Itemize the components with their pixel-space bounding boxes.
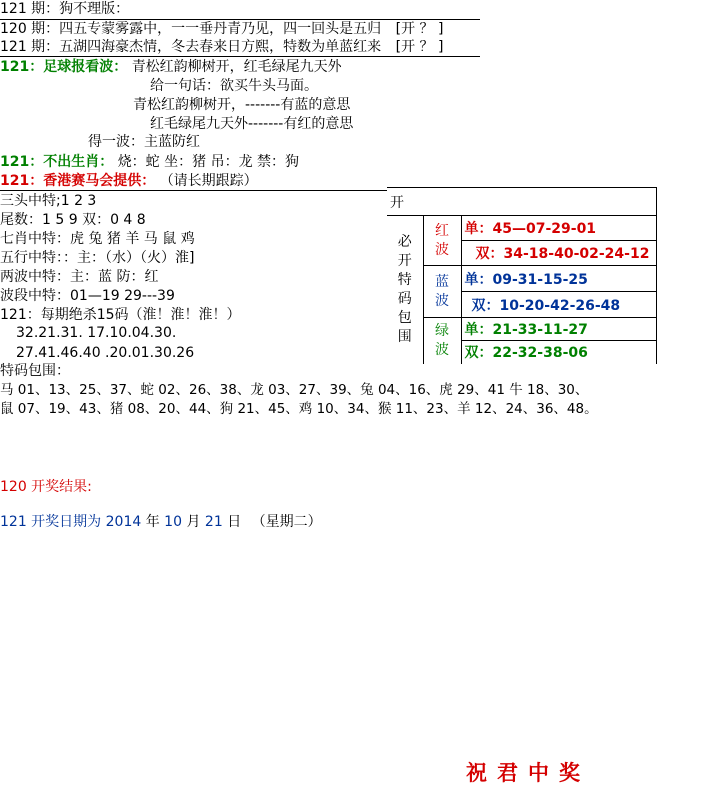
stat-tail: 尾数：1 5 9 双：0 4 8	[0, 212, 146, 228]
football-verse: 青松红韵柳树开，红毛绿尾九天外	[131, 59, 342, 75]
side-char: 码	[397, 290, 412, 307]
stat-wave-range: 波段中特：01—19 29---39	[0, 288, 175, 304]
month-unit: 月	[186, 514, 201, 530]
stat-kill-numbers-1: 32.21.31. 17.10.04.30.	[16, 325, 177, 341]
divider	[0, 190, 387, 191]
football-hint: 给一句话：欲买牛头马面。	[150, 78, 318, 94]
riddle-tag: [开 ？ ]	[395, 39, 444, 55]
green-single-numbers: 单：21-33-11-27	[461, 318, 657, 341]
signature: 祝君中奖	[466, 760, 590, 785]
label-char: 红	[435, 222, 449, 239]
stat-two-waves: 两波中特：主：蓝 防：红	[0, 269, 159, 285]
zodiac-title: 特码包围：	[0, 363, 70, 379]
hk-note: （请长期跟踪）	[159, 173, 258, 189]
red-single-numbers: 单：45—07-29-01	[461, 216, 657, 241]
red-wave-label	[423, 216, 461, 266]
green-double-numbers: 双：22-32-38-06	[461, 341, 657, 364]
next-draw-date	[0, 513, 322, 531]
football-explain-1: 青松红韵柳树开，-------有蓝的意思	[133, 97, 351, 113]
label-char: 波	[435, 341, 449, 358]
draw-month: 10	[164, 514, 182, 530]
period-120-riddle	[0, 20, 443, 38]
riddle-tag: [开 ？ ]	[395, 21, 444, 37]
excluded-zodiac-title: 121：不出生肖：	[0, 154, 114, 170]
table-open-cell: 开	[387, 188, 657, 216]
draw-year: 2014	[105, 514, 142, 530]
stat-kill-15: 121：每期绝杀15码（淮！淮！淮！）	[0, 307, 241, 323]
label-char: 波	[435, 292, 449, 309]
divider	[0, 56, 480, 57]
side-char: 开	[397, 252, 412, 269]
zodiac-row-1: 马 01、13、25、37、蛇 02、26、38、龙 03、27、39、兔 04、16、虎 29、41 牛 18、30、	[0, 382, 589, 398]
label-char: 波	[435, 241, 449, 258]
red-double-numbers: 双：34-18-40-02-24-12	[461, 241, 657, 266]
blue-wave-label	[423, 266, 461, 318]
football-explain-2: 红毛绿尾九天外-------有红的意思	[150, 116, 354, 132]
hk-line	[0, 172, 258, 190]
draw-day: 21	[204, 514, 223, 530]
day-unit: 日	[227, 514, 242, 530]
excluded-zodiac-line	[0, 153, 299, 171]
label-char: 绿	[435, 322, 449, 339]
side-char: 围	[397, 328, 412, 345]
blue-double-numbers: 双：10-20-42-26-48	[461, 292, 657, 318]
special-code-table	[387, 187, 657, 364]
table-side-label	[387, 216, 423, 364]
stat-kill-numbers-2: 27.41.46.40 .20.01.30.26	[16, 345, 195, 361]
header-line-1: 121 期：狗不理版：	[0, 1, 130, 17]
blue-single-numbers: 单：09-31-15-25	[461, 266, 657, 292]
stat-head: 三头中特;1 2 3	[0, 193, 97, 209]
next-draw-prefix: 121 开奖日期为	[0, 514, 102, 530]
riddle-text: 121 期：五湖四海豪杰情，冬去春来日方熙，特数为单蓝红来	[0, 39, 382, 55]
draw-weekday: （星期二）	[251, 514, 322, 530]
riddle-text: 120 期：四五专蒙雾露中，一一垂丹青乃见，四一回头是五归	[0, 21, 382, 37]
label-char: 蓝	[435, 273, 449, 290]
stat-five-elements: 五行中特：：主：（水）（火）淮]	[0, 250, 195, 266]
period-121-riddle	[0, 38, 443, 56]
stat-seven-zodiac: 七肖中特：虎 兔 猪 羊 马 鼠 鸡	[0, 231, 195, 247]
result-label: 120 开奖结果:	[0, 479, 92, 495]
side-char: 包	[397, 309, 412, 326]
football-line	[0, 58, 342, 76]
hk-title: 121：香港赛马会提供：	[0, 173, 156, 189]
year-unit: 年	[145, 514, 160, 530]
football-title: 121：足球报看波：	[0, 59, 128, 75]
excluded-zodiac-text: 烧：蛇 坐：猪 吊：龙 禁：狗	[117, 154, 300, 170]
side-char: 必	[397, 233, 412, 250]
football-wave: 得一波：主蓝防红	[88, 134, 200, 150]
green-wave-label	[423, 318, 461, 364]
side-char: 特	[397, 271, 412, 288]
zodiac-row-2: 鼠 07、19、43、猪 08、20、44、狗 21、45、鸡 10、34、猴 11、23、羊 12、24、36、48。	[0, 401, 598, 417]
